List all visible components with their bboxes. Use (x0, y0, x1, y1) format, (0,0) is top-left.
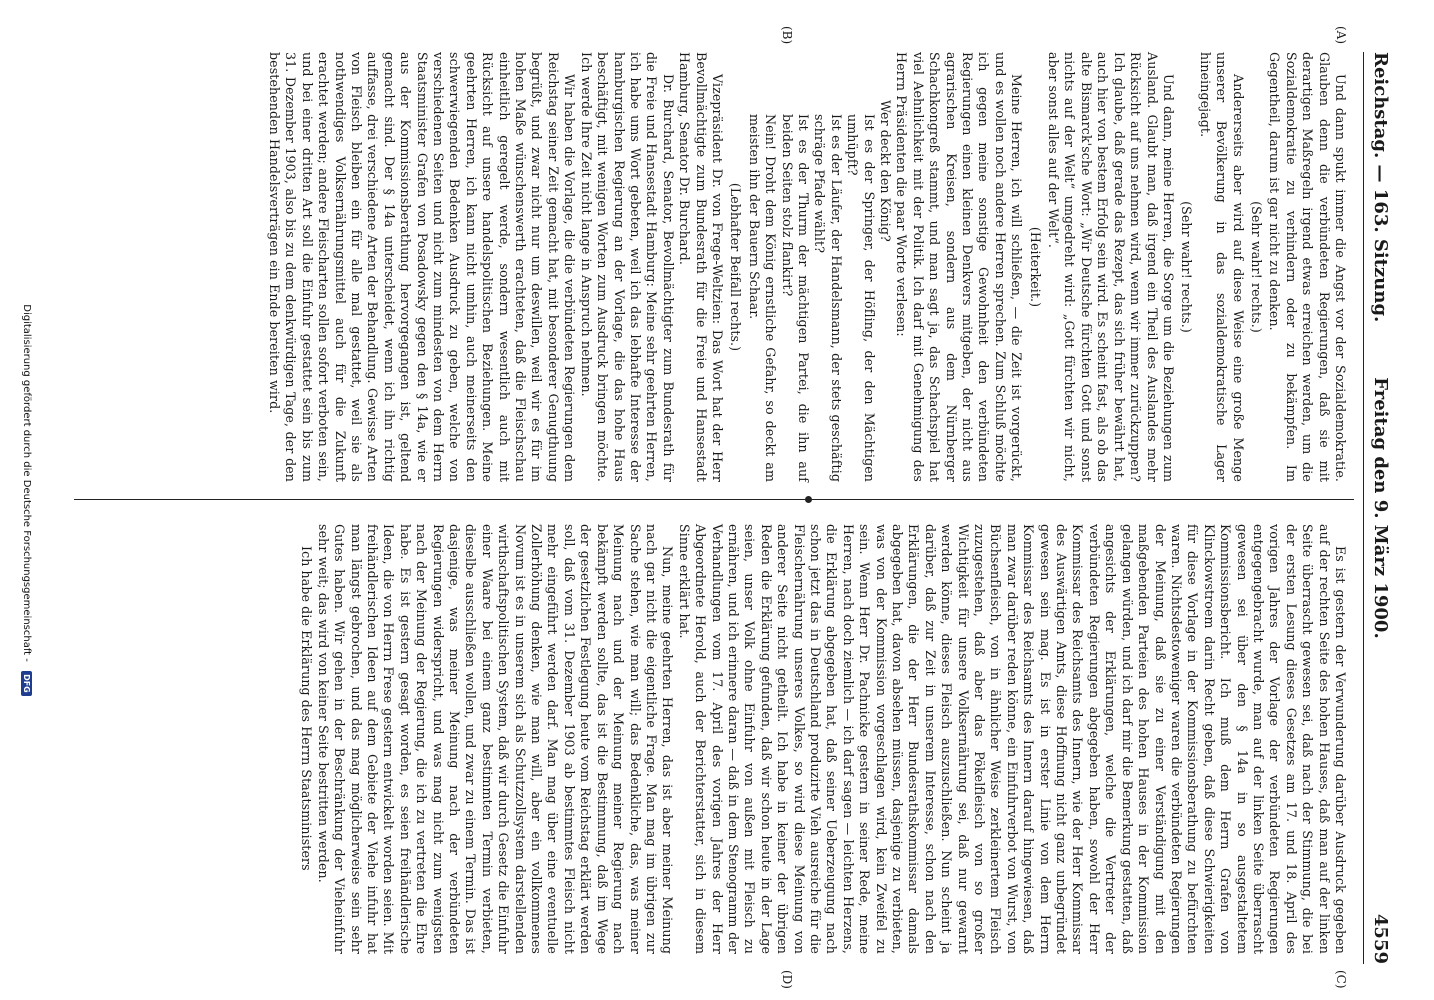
right-column (298, 524, 1348, 954)
margin-marker-c: (C) (1334, 970, 1348, 989)
paragraph: Meine Herren, ich will schließen, — die Zeit ist vorgerückt, und es wollen noch andere Herren sprechen. Zum Schluß möchte ich gegen meine sonstige Gewohnheit den verbündeten Regierungen einen kleinen Denkvers mitgeben, der nicht aus agrarischen Kreisen, sondern aus dem Nürnberger Schachkongreß stammt, und man sagt ja, das Schachspiel hat viel Aehnlichkeit mit der Politik. Ich darf mit Genehmigung des Herrn Präsidenten die paar Worte verlesen: (894, 52, 1025, 482)
margin-marker-b: (B) (780, 26, 794, 45)
header-page-number: 4559 (1370, 913, 1391, 964)
paragraph: Und dann, meine Herren, die Sorge um die Beziehungen zum Ausland. Glaubt man, daß irgend ein Theil des Auslandes mehr Rücksicht auf uns nehmen wird, wenn wir immer zurückzuppen? Ich glaube, daß gerade das Rezept, das sich früher bewährt hat, auch hier von bestem Erfolg sein wird. Es scheint fast, als ob das alte Bismarck'sche Wort: „Wir Deutsche fürchten Gott und sonst nichts auf der Welt“ umgedreht wird: „Gott fürchten wir nicht, aber sonst alles auf der Welt“. (1046, 52, 1176, 482)
verse-line: Nein! Droht dem König ernstliche Gefahr, so deckt am meisten ihn der Bauern Schaar. (746, 114, 779, 482)
paragraph: Andererseits aber wird auf diese Weise eine große Menge unserer Bevölkerung in das sozialdemokratische Lager hineingejagt. (1197, 52, 1246, 482)
verse-line: Ist es der Läufer, der Handelsmann, der stets geschäftig schräge Pfade wählt? (812, 114, 844, 482)
dfg-logo-icon: DFG (21, 671, 32, 696)
verse-line: Ist es der Thurm der mächtigen Partei, die ihn auf beiden Seiten stolz flankirt? (779, 114, 811, 482)
digitization-footer (21, 0, 32, 1000)
interjection: (Heiterkeit.) (1027, 226, 1043, 308)
header-session: Reichstag. — 163. Sitzung. (1370, 52, 1391, 323)
paragraph: Vizepräsident Dr. von Frege-Weltzien: Das Wort hat der Herr Bevollmächtigte zum Bundesrath für die Freie und Hansestadt Hamburg, Senator Dr. Burchard. (677, 52, 725, 482)
margin-marker-a: (A) (1334, 26, 1348, 45)
left-column (266, 52, 1348, 482)
verse-line: Wer deckt den König? (878, 100, 894, 242)
interjection: (Lebhafter Beifall rechts.) (728, 182, 744, 352)
paragraph: Und dann spukt immer die Angst vor der Sozialdemokratie. Glauben denn die verbündeten Regierungen, daß sie mit derartigen Maßregeln irgend etwas erreichen werden, um die Sozialdemokratie zu verhindern oder zu bekämpfen. Im Gegentheil, darum ist gar nicht zu denken. (1267, 52, 1348, 482)
paragraph: Nun, meine geehrten Herren, das ist aber meiner Meinung nach gar nicht die eigentliche Frage. Man mag im übrigen zur Sache stehen, wie man will; das Bedenkliche, das, was meiner Meinung nach und der Meinung meiner Regierung nach bekämpft werden sollte, das ist die Bestimmung, daß im Wege der gesetzlichen Festlegung heute vom Reichstag erklärt werden soll, daß vom 31. Dezember 1903 ab bestimmtes Fleisch nicht mehr eingeführt werden darf. Man mag über eine eventuelle Zollerhöhung denken, wie man will, aber ein vollkommenes Novum ist es in unserem sich als Schutzzollsystem darstellenden wirthschaftspolitischen System, daß wir durch Gesetz die Einfuhr einer Waare bei einem ganz bestimmten Termin verbieten, dieselbe ausschließen wollen, und zwar zu einem Termin. Das ist dasjenige, was meiner Meinung nach der verbündeten Regierungen widerspricht, und was mag nicht zum wenigsten nach der Meinung der Regierung, die ich zu vertreten die Ehre habe. Es ist gestern gesagt worden, es seien freihändlerische Ideen, die von Herrn Frese gestern entwickelt worden seien. Mit freihändlerischen Ideen auf dem Gebiete der Viehe infuhr hat man längst gebrochen, und das mag möglicherweise sein sehr Gutes haben. Wir gehen in der Beschränkung der Vieheinfuhr sehr weit; das wird von keiner Seite bestritten werden. (315, 524, 676, 954)
interjection: (Sehr wahr! rechts.) (1179, 201, 1195, 333)
page-header (1363, 52, 1394, 964)
footer-text: Digitalisierung gefördert durch die Deutsche Forschungsgemeinschaft - (21, 304, 32, 662)
verse-line: Ist es der Springer, der Höfling, der den Mächtigen umhüpft? (845, 114, 877, 482)
column-divider (74, 499, 1354, 500)
paragraph: Es ist gestern der Verwunderung darüber Ausdruck gegeben auf der rechten Seite des hohen Hauses, daß man auf der linken Seite überrascht gewesen sei, daß nach der Stimmung, die bei der ersten Lesung dieses Gesetzes am 17. und 18. April des vorigen Jahres der Vorlage der verbündeten Regierungen entgegengebracht wurde, man auf der linken Seite überrascht gewesen sei über den § 14a in so ausgestaltetem Kommissionsbericht. Ich muß dem Herrn Grafen von Klinckowstroem darin Recht geben, daß diese Schwierigkeiten für diese Vorlage in der Kommissionsberathung zu befürchten waren. Nichtsdestoweniger waren die verbündeten Regierungen der Meinung, daß sie zu einer Verständigung mit den maßgebenden Parteien des hohen Hauses in der Kommission gelangen würden, und ich darf mir die Bemerkung gestatten, daß angesichts der Erklärungen, welche die Vertreter der verbündeten Regierungen abgegeben haben, sowohl der Herr Kommissar des Reichsamts des Innern, wie der Herr Kommissar des Auswärtigen Amts, diese Hoffnung nicht ganz unbegründet gewesen sein mag. Es ist in erster Linie von dem Herrn Kommissar des Reichsamts des Innern darauf hingewiesen, daß man zwar darüber reden könne, ein Einfuhrverbot von Wurst, von Büchsenfleisch, von in ähnlicher Weise zerkleinertem Fleisch zuzugestehen, daß aber das Pökelfleisch von so großer Wichtigkeit für unsere Volksernährung sei, daß nur gewarnt werden könne, dieses Fleisch auszuschließen. Nun scheint ja darüber, daß zur Zeit in unserem Interesse, schon nach den Erklärungen, die der Herr Bundesrathskommissar damals abgegeben hat, davon absehen müssen, dasjenige zu verbieten, was von der Kommission vorgeschlagen wird, kein Zweifel zu sein. Wenn Herr Dr. Pachnicke gestern in seiner Rede, meine Herren, nach doch ziemlich — ich darf sagen — leichten Herzens, die Erklärung abgegeben hat, daß seiner Ueberzeugung nach schon jetzt das in Deutschland produzirte Vieh ausreiche für die Fleischernährung unseres Volkes, so wird diese Meinung von anderer Seite nicht getheilt. Ich habe in keiner der übrigen Reden die Erklärung gefunden, daß wir schon heute in der Lage seien, unser Volk ohne Einfuhr von außen mit Fleisch zu ernähren, und ich erinnere daran — daß in dem Stenogramm der Verhandlungen vom 17. April des vorigen Jahres der Herr Abgeordnete Herold, auch der Berichterstatter, sich in diesem Sinne erklärt hat. (676, 524, 1348, 954)
paragraph: Ich habe die Erklärung des Herrn Staatsministers (299, 546, 315, 871)
interjection: (Sehr wahr! rechts.) (1248, 201, 1264, 333)
margin-marker-d: (D) (780, 970, 794, 989)
paragraph: Wir haben die Vorlage, die die verbündeten Regierungen dem Reichstag seiner Zeit gemacht hat, mit besonderer Genugthuung begrüßt, und zwar nicht nur um deswillen, weil wir es für im hohen Maße wünschenswerth erachteten, daß die Fleischschau einheitlich geregelt werde, sondern wesentlich auch mit Rücksicht auf unsere handelspolitischen Beziehungen. Meine geehrten Herren, ich kann nicht umhin, auch meinerseits den schwerwiegenden Bedenken Ausdruck zu geben, welche von verschiedenen Seiten und nicht zum mindesten von dem Herrn Staatsminister Grafen von Posadowsky gegen den § 14a, wie er aus der Kommissionsberathung hervorgegangen ist, geltend gemacht sind. Der § 14a unterscheidet, wenn ich ihn richtig auffasse, drei verschiedene Arten der Behandlung. Gewisse Arten von Fleisch bleiben ein für alle mal gestattet, weil sie als nothwendiges Volksernährungsmittel auch für die Zukunft erachtet werden; andere Fleischarten sollen sofort verboten sein, und bei einer dritten Art soll die Einfuhr gestattet sein bis zum 31. Dezember 1903, also bis zu dem denkwürdigen Tage, der den bestehenden Handelsverträgen ein Ende bereiten wird. (267, 52, 578, 482)
divider-dot (805, 496, 812, 503)
header-date: Freitag den 9. März 1900. (1370, 377, 1391, 639)
paragraph: Dr. Burchard, Senator, Bevollmächtigter zum Bundesrath für die Freie und Hansestadt Hamburg: Meine sehr geehrten Herren, ich habe ums Wort gebeten, weil ich das lebhafte Interesse der hamburgischen Regierung an der Vorlage, die das hohe Haus beschäftigt, mit wenigen Worten zum Ausdruck bringen möchte. Ich werde Ihre Zeit nicht lange in Anspruch nehmen. (578, 52, 676, 482)
